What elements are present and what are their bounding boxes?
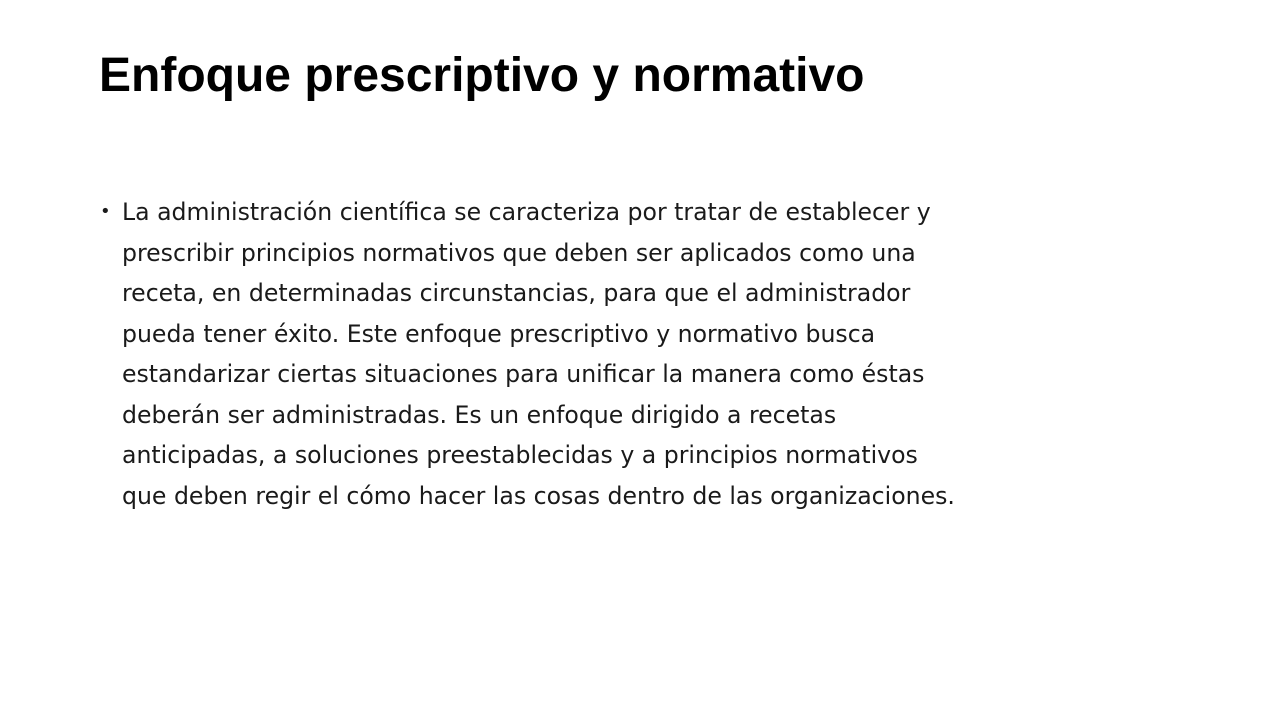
bullet-text-line: deberán ser administradas. Es un enfoque dirigido a recetas — [122, 400, 837, 429]
slide-title: Enfoque prescriptivo y normativo — [99, 49, 865, 102]
bullet-text-line: prescribir principios normativos que deben ser aplicados como una — [122, 238, 916, 267]
bullet-list — [100, 192, 1180, 516]
bullet-dot-icon: • — [100, 201, 111, 222]
bullet-text-line: La administración científica se caracteriza por tratar de establecer y — [122, 198, 931, 226]
bullet-text-line: que deben regir el cómo hacer las cosas dentro de las organizaciones. — [122, 481, 955, 510]
bullet-text-line: pueda tener éxito. Este enfoque prescriptivo y normativo busca — [122, 319, 876, 348]
bullet-item — [100, 192, 1180, 516]
bullet-text-line: anticipadas, a soluciones preestablecidas y a principios normativos — [122, 441, 918, 469]
bullet-text-line: receta, en determinadas circunstancias, para que el administrador — [122, 279, 911, 307]
bullet-text-line: estandarizar ciertas situaciones para unificar la manera como éstas — [122, 360, 925, 388]
